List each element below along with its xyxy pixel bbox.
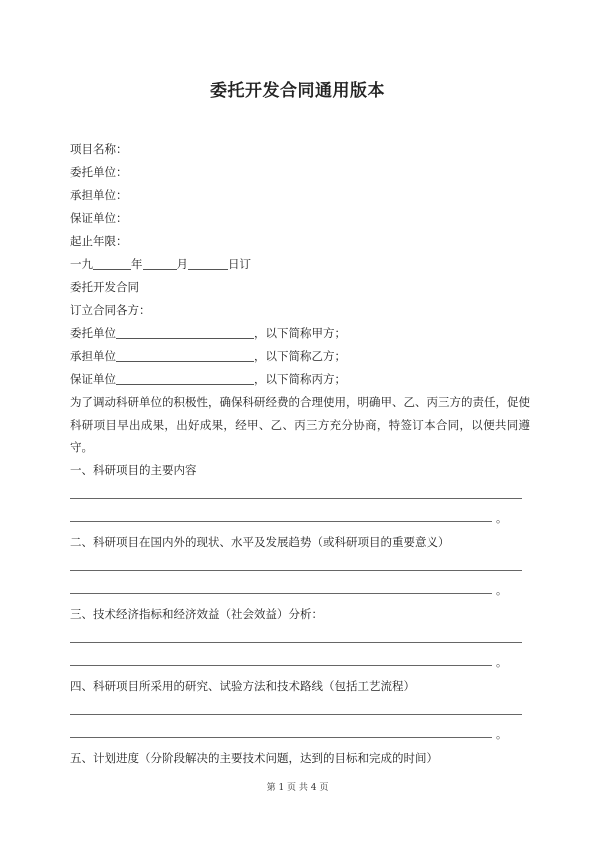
fill-line <box>70 521 492 522</box>
section-heading-3: 三、技术经济指标和经济效益（社会效益）分析： <box>70 606 323 621</box>
field-undertaker-unit: 承担单位： <box>70 188 128 202</box>
date-month-label: 月 <box>176 257 188 271</box>
section-heading-5: 五、计划进度（分阶段解决的主要技术问题，达到的目标和完成的时间） <box>70 750 438 765</box>
fill-line <box>70 642 522 643</box>
section-heading-4: 四、科研项目所采用的研究、试验方法和技术路线（包括工艺流程） <box>70 678 415 693</box>
fill-line <box>70 737 492 738</box>
document-title: 委托开发合同通用版本 <box>210 81 385 101</box>
party-client <box>70 322 530 345</box>
field-project-name: 项目名称： <box>70 142 128 156</box>
party-blank <box>116 324 254 339</box>
fill-line-row <box>70 554 530 577</box>
fill-line-row <box>70 577 530 600</box>
party-blank <box>116 347 254 362</box>
day-blank <box>188 255 228 270</box>
fill-line <box>70 498 522 499</box>
date-day-label: 日订 <box>228 257 251 271</box>
fill-line-row <box>70 721 530 744</box>
parties-intro: 订立合同各方： <box>70 303 151 317</box>
party-label: 保证单位 <box>70 372 116 386</box>
party-label: 委托单位 <box>70 326 116 340</box>
period-mark: 。 <box>496 727 507 741</box>
date-prefix: 一九 <box>70 257 93 271</box>
fill-line-row <box>70 698 530 721</box>
date-line <box>70 253 530 276</box>
month-blank <box>143 255 177 270</box>
party-suffix: ，以下简称乙方； <box>254 349 346 363</box>
fill-line-row <box>70 482 530 505</box>
party-undertaker <box>70 345 530 368</box>
party-suffix: ，以下简称丙方； <box>254 372 346 386</box>
field-period: 起止年限： <box>70 234 128 248</box>
party-blank <box>116 370 254 385</box>
preamble-paragraph: 为了调动科研单位的积极性，确保科研经费的合理使用，明确甲、乙、丙三方的责任，促使科研项目早出成果，出好成果，经甲、乙、丙三方充分协商，特签订本合同，以便共同遵守。 <box>70 395 530 454</box>
fill-line-row <box>70 649 530 672</box>
period-mark: 。 <box>496 655 507 669</box>
section-heading-2: 二、科研项目在国内外的现状、水平及发展趋势（或科研项目的重要意义） <box>70 534 450 549</box>
field-client-unit: 委托单位： <box>70 165 128 179</box>
period-mark: 。 <box>496 511 507 525</box>
fill-line-row <box>70 626 530 649</box>
section-heading-1: 一、科研项目的主要内容 <box>70 462 197 477</box>
party-label: 承担单位 <box>70 349 116 363</box>
fill-line <box>70 665 492 666</box>
document-body <box>70 138 530 770</box>
field-guarantor-unit: 保证单位： <box>70 211 128 225</box>
fill-line-row <box>70 505 530 528</box>
contract-name: 委托开发合同 <box>70 280 139 294</box>
fill-line <box>70 714 522 715</box>
fill-line <box>70 593 492 594</box>
year-blank <box>93 255 131 270</box>
fill-line <box>70 570 522 571</box>
date-year-label: 年 <box>131 257 143 271</box>
party-guarantor <box>70 368 530 391</box>
period-mark: 。 <box>496 583 507 597</box>
page-footer: 第 1 页 共 4 页 <box>266 783 329 793</box>
party-suffix: ，以下简称甲方； <box>254 326 346 340</box>
